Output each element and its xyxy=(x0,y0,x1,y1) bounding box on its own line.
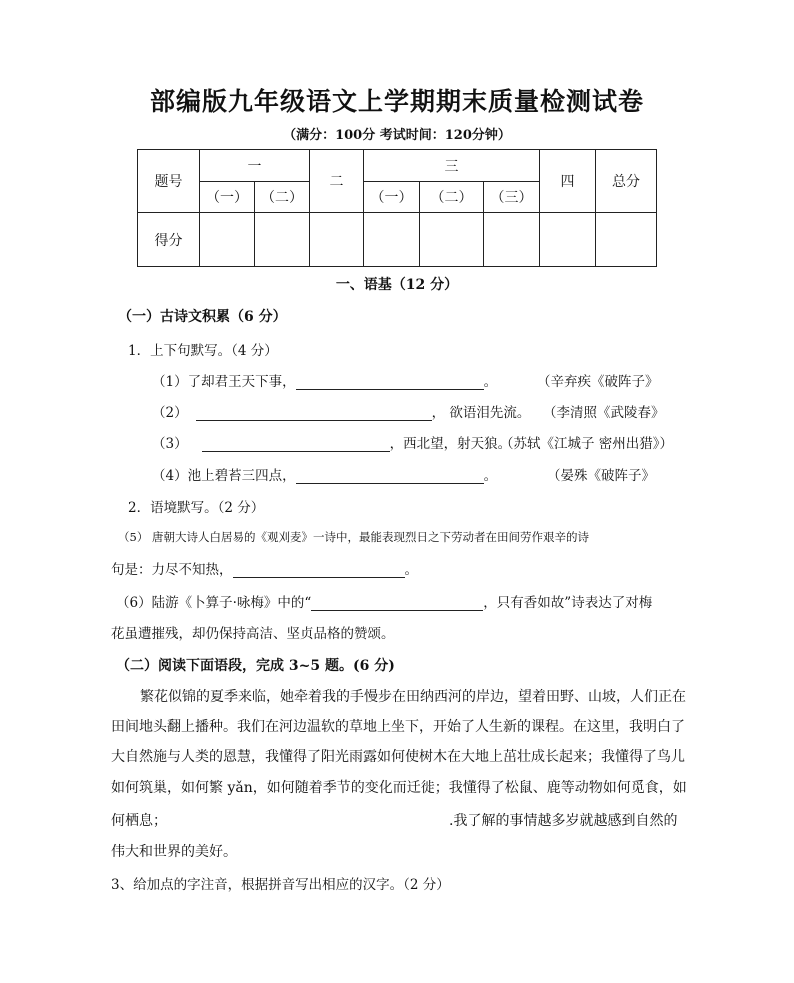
answer-blank[interactable] xyxy=(296,375,484,390)
question-label: 1．上下句默写。（4 分） xyxy=(128,343,278,359)
source-citation: （辛弃疾《破阵子》 xyxy=(537,374,659,390)
score-table xyxy=(137,149,657,267)
fill-item: （1）了却君王天下事， 。 xyxy=(152,374,498,390)
paragraph-line: 大自然施与人类的恩慧，我懂得了阳光雨露如何使树木在大地上茁壮成长起来；我懂得了鸟儿 xyxy=(111,749,685,765)
question-label: 2．语境默写。（2 分） xyxy=(128,500,265,516)
score-cell[interactable] xyxy=(540,213,596,267)
fill-item: （4）池上碧苔三四点， 。 xyxy=(152,468,498,484)
page-title: 部编版九年级语文上学期期末质量检测试卷 xyxy=(149,87,644,116)
header-group-1: 一 xyxy=(200,150,310,182)
source-citation: （晏殊《破阵子》 xyxy=(547,468,655,484)
fill-item: （2） ， 欲语泪先流。 xyxy=(152,405,531,421)
answer-blank[interactable] xyxy=(296,469,484,484)
paragraph-line: 如何筑巢，如何繁 yǎn，如何随着季节的变化而迁徙；我懂得了松鼠、鹿等动物如何觅食，如 xyxy=(111,780,687,796)
paragraph-line: 何栖息； xyxy=(111,813,167,829)
header-group-2: 二 xyxy=(310,150,364,213)
header-subgroup: （三） xyxy=(484,182,540,213)
part-heading: （一）古诗文积累（6 分） xyxy=(118,309,287,325)
score-cell[interactable] xyxy=(596,213,657,267)
question-text: 花虽遭摧残，却仍保持高洁、坚贞品格的赞颂。 xyxy=(111,626,395,642)
question-label: 3、给加点的字注音，根据拼音写出相应的汉字。（2 分） xyxy=(111,877,450,893)
question-text: （5） 唐朝大诗人白居易的《观刈麦》一诗中，最能表现烈日之下劳动者在田间劳作艰辛的诗 xyxy=(118,530,589,544)
answer-blank[interactable] xyxy=(311,596,483,611)
source-citation: （李清照《武陵春》 xyxy=(543,405,665,421)
paragraph-line: 田间地头翻上播种。我们在河边温软的草地上坐下，开始了人生新的课程。在这里，我明白了 xyxy=(111,719,685,735)
answer-blank[interactable] xyxy=(202,437,390,452)
paragraph-line: 繁花似锦的夏季来临，她牵着我的手慢步在田纳西河的岸边，望着田野、山坡，人们正在 xyxy=(140,689,686,705)
score-cell[interactable] xyxy=(310,213,364,267)
exam-info: （满分：100分 考试时间：120分钟） xyxy=(283,128,511,143)
header-group-3: 三 xyxy=(364,150,540,182)
header-subgroup: （二） xyxy=(420,182,484,213)
row-label-question-number: 题号 xyxy=(138,150,200,213)
header-total: 总分 xyxy=(596,150,657,213)
fill-item: （6）陆游《卜算子·咏梅》中的“ ，只有香如故”诗表达了对梅 xyxy=(116,595,653,611)
source-citation: （苏轼《江城子 密州出猎》） xyxy=(500,436,674,452)
section-heading: 一、语基（12 分） xyxy=(335,277,459,293)
part-heading: （二）阅读下面语段，完成 3~5 题。(6 分) xyxy=(116,658,395,674)
score-cell[interactable] xyxy=(200,213,255,267)
header-subgroup: （一） xyxy=(200,182,255,213)
answer-blank[interactable] xyxy=(196,406,432,421)
score-cell[interactable] xyxy=(484,213,540,267)
row-label-score: 得分 xyxy=(138,213,200,267)
answer-blank[interactable] xyxy=(233,563,405,578)
header-group-4: 四 xyxy=(540,150,596,213)
score-cell[interactable] xyxy=(364,213,420,267)
score-cell[interactable] xyxy=(255,213,310,267)
score-cell[interactable] xyxy=(420,213,484,267)
header-subgroup: （一） xyxy=(364,182,420,213)
fill-item: 句是：力尽不知热， 。 xyxy=(111,562,418,578)
fill-item: （3） ，西北望，射天狼。 xyxy=(152,436,512,452)
header-subgroup: （二） xyxy=(255,182,310,213)
paragraph-line: 伟大和世界的美好。 xyxy=(111,844,237,860)
paragraph-line: .我了解的事情越多岁就越感到自然的 xyxy=(449,813,678,829)
